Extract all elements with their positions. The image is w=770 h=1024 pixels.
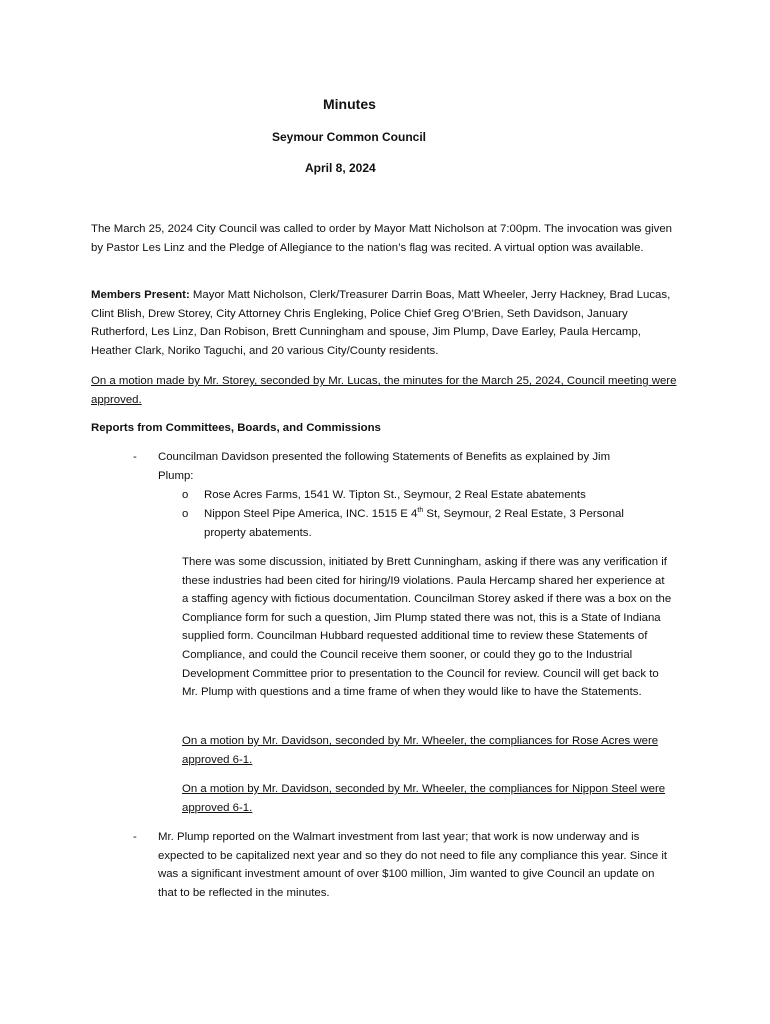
intro-paragraph: The March 25, 2024 City Council was called to order by Mayor Matt Nicholson at 7:00pm. The invocation was given by Pastor Les Linz and the Pledge of Allegiance to the nation’s flag was recited. A virtual option was available. (91, 223, 672, 254)
sub-item-rose-acres: Rose Acres Farms, 1541 W. Tipton St., Seymour, 2 Real Estate abatements (204, 489, 586, 501)
sub-bullet: o (182, 508, 189, 520)
list-item-statements: Councilman Davidson presented the following Statements of Benefits as explained by Jim Plump: (158, 451, 611, 482)
list-dash: - (133, 451, 137, 463)
members-list: Mayor Matt Nicholson, Clerk/Treasurer Darrin Boas, Matt Wheeler, Jerry Hackney, Brad Lucas, Clint Blish, Drew Storey, City Attorney Chris Engleking, Police Chief Greg O’Brien, Seth Davidson, January Rutherford, Les Linz, Dan Robison, Brett Cunningham and spouse, Jim Plump, Dave Earley, Paula Hercamp, Heather Clark, Noriko Taguchi, and 20 various City/County residents. (91, 289, 671, 357)
superscript-th: th (417, 507, 424, 515)
members-paragraph (91, 286, 683, 360)
members-label: Members Present: (91, 289, 190, 301)
minutes-approval-motion: On a motion made by Mr. Storey, seconded by Mr. Lucas, the minutes for the March 25, 2024, Council meeting were approved. (91, 375, 677, 406)
list-dash: - (133, 831, 137, 843)
document-title: Minutes (323, 96, 376, 112)
sub-bullet: o (182, 489, 189, 501)
discussion-paragraph: There was some discussion, initiated by Brett Cunningham, asking if there was any verification if these industries had been cited for hiring/I9 violations. Paula Hercamp shared her experience at a staffing agency with fictious documentation. Councilman Storey asked if there was a box on the Compliance form for such a question, Jim Plump stated there was not, this is a State of Indiana supplied form. Councilman Hubbard requested additional time to review these Statements of Compliance, and could the Council receive them sooner, or could they go to the Industrial Development Committee prior to presentation to the Council for review. Council will get back to Mr. Plump with questions and a time frame of when they would like to have the Statements. (182, 556, 672, 699)
motion-nippon-steel: On a motion by Mr. Davidson, seconded by Mr. Wheeler, the compliances for Nippon Steel were approved 6-1. (182, 783, 666, 814)
list-item-walmart: Mr. Plump reported on the Walmart investment from last year; that work is now underway and is expected to be capitalized next year and so they do not need to file any compliance this year. Since it was a significant investment amount of over $100 million, Jim wanted to give Council an update on that to be reflected in the minutes. (158, 831, 668, 899)
sub-item-nippon-steel (204, 505, 664, 542)
motion-rose-acres: On a motion by Mr. Davidson, seconded by Mr. Wheeler, the compliances for Rose Acres were approved 6-1. (182, 735, 659, 766)
council-name: Seymour Common Council (272, 130, 427, 144)
reports-heading: Reports from Committees, Boards, and Commissions (91, 422, 381, 434)
nippon-text: Nippon Steel Pipe America, INC. 1515 E 4 (204, 508, 418, 520)
meeting-date: April 8, 2024 (305, 161, 376, 175)
nippon-text-rest: St, Seymour, 2 Real Estate, 3 Personal property abatements. (204, 508, 624, 539)
